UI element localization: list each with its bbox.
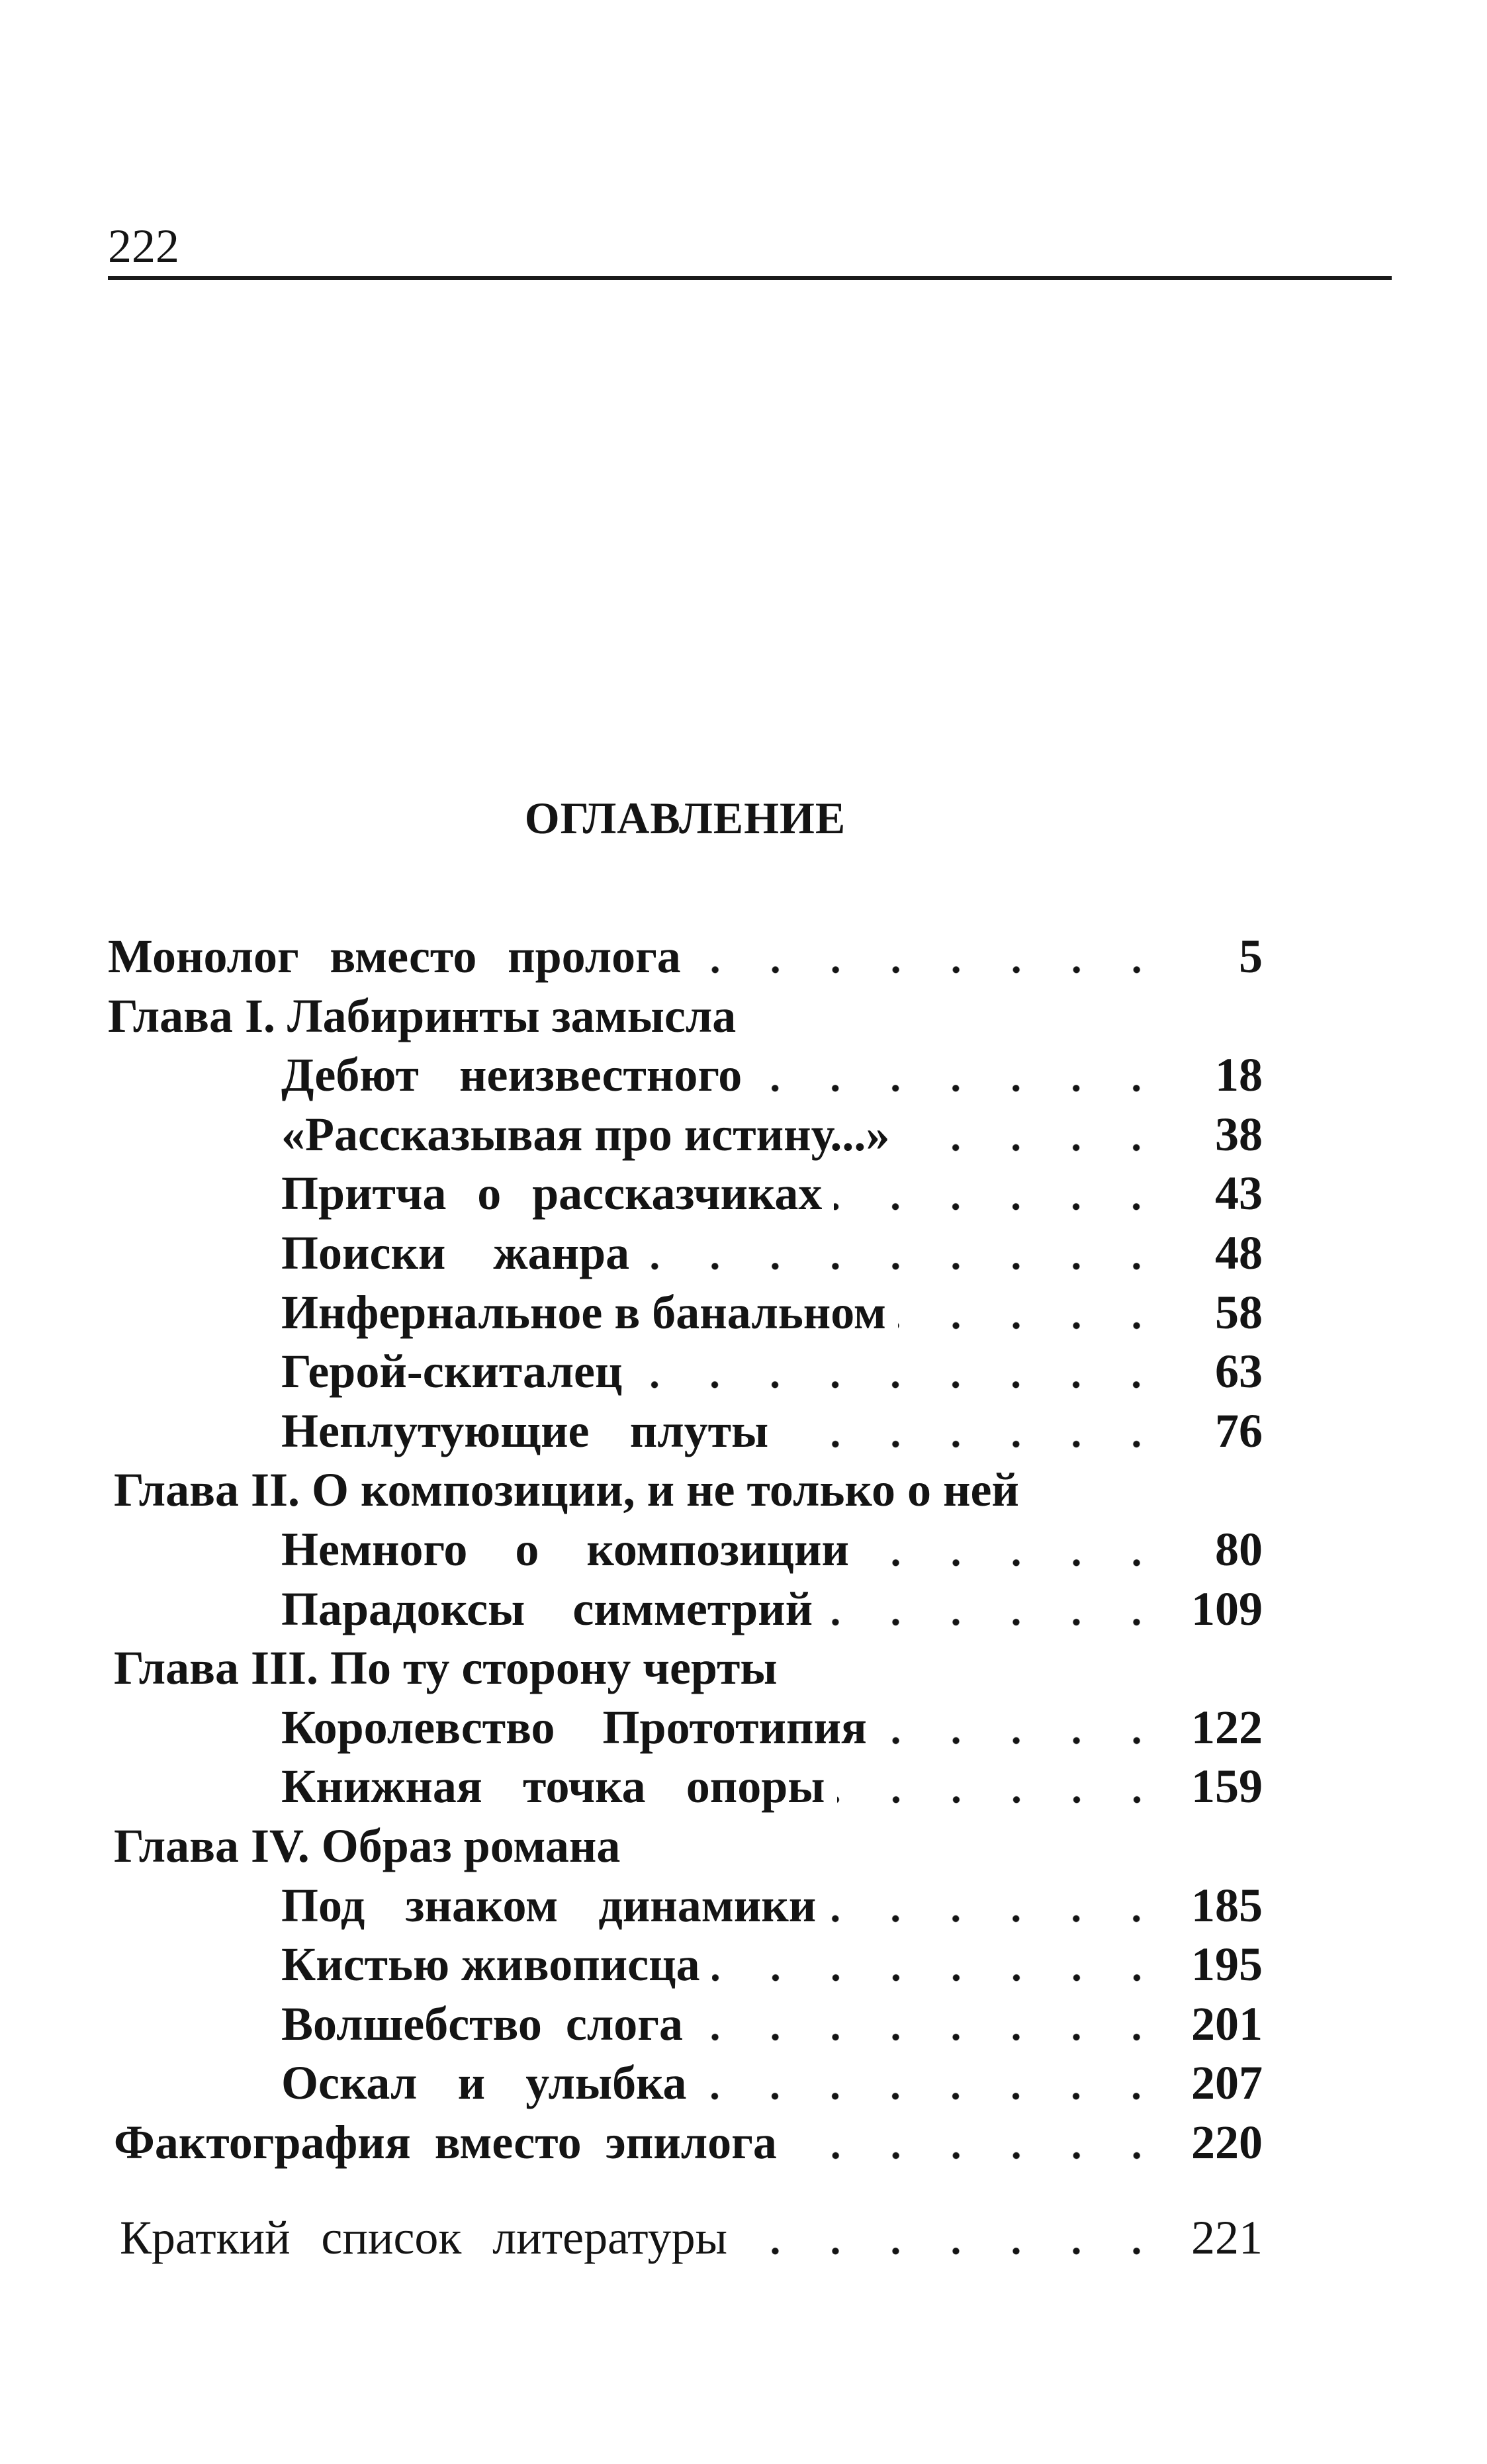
toc-section-entry <box>108 1402 1263 1461</box>
toc-entry-title: Фактография вместо эпилога <box>114 2115 777 2169</box>
toc-section-entry <box>108 1935 1263 1995</box>
toc-page-number: 185 <box>1191 1878 1263 1932</box>
toc-section-title: Дебют неизвестного <box>281 1048 743 1102</box>
toc-section-title: Герой-скиталец <box>281 1345 623 1398</box>
toc-chapter-title: Глава III. По ту сторону черты <box>114 1641 778 1695</box>
toc-section-entry <box>108 1224 1263 1283</box>
dot-leader <box>898 1283 1167 1343</box>
dot-leader <box>825 1580 1167 1639</box>
toc-section-title: Парадоксы симметрий <box>281 1582 813 1635</box>
dot-leader <box>879 1698 1167 1758</box>
dot-leader <box>712 1935 1167 1995</box>
dot-leader <box>641 1224 1167 1283</box>
toc-section-entry <box>108 1520 1263 1580</box>
toc-chapter-group <box>108 1639 1263 1817</box>
toc-section-entry <box>108 2054 1263 2113</box>
toc-page-number: 58 <box>1215 1285 1263 1339</box>
toc-section-title: Волшебство слога <box>281 1997 683 2050</box>
toc-page-number: 63 <box>1215 1345 1263 1398</box>
dot-leader <box>901 1105 1167 1165</box>
toc-page-number: 5 <box>1239 930 1263 983</box>
toc-page-number: 220 <box>1191 2115 1263 2169</box>
dot-leader <box>739 2209 1167 2268</box>
dot-leader <box>789 2113 1167 2173</box>
toc-chapter-group <box>108 987 1263 1461</box>
toc-page-number: 76 <box>1215 1404 1263 1457</box>
toc-section-entry <box>108 1698 1263 1758</box>
toc-page-number: 43 <box>1215 1167 1263 1220</box>
toc-chapter-heading <box>108 1817 1263 1876</box>
toc-entry-title: Краткий список литературы <box>120 2211 728 2265</box>
toc-section-title: Оскал и улыбка <box>281 2056 687 2110</box>
toc-section-title: Притча о рассказчиках <box>281 1167 823 1220</box>
toc-chapter-heading <box>108 987 1263 1046</box>
toc-page-number: 122 <box>1191 1700 1263 1754</box>
toc-section-entry <box>108 1580 1263 1639</box>
toc-section-entry <box>108 1164 1263 1224</box>
toc-section-title: Под знаком динамики <box>281 1878 817 1932</box>
toc-chapter-title: Глава I. Лабиринты замысла <box>108 989 737 1042</box>
dot-leader <box>828 1876 1167 1936</box>
toc-section-title: Инфернальное в банальном <box>281 1285 886 1339</box>
toc-page-number: 18 <box>1215 1048 1263 1102</box>
toc-section-title: Кистью живописца <box>281 1938 700 1991</box>
toc-section-entry <box>108 1876 1263 1936</box>
toc-section-title: Неплутующие плуты <box>281 1404 769 1457</box>
dot-leader <box>695 1995 1167 2054</box>
dot-leader <box>634 1342 1167 1402</box>
toc-section-entry <box>108 1105 1263 1165</box>
toc-page-number: 207 <box>1191 2056 1263 2110</box>
toc-section-entry <box>108 1757 1263 1817</box>
toc-heading: ОГЛАВЛЕНИЕ <box>524 793 846 843</box>
toc-chapter-heading <box>108 1461 1263 1520</box>
toc-section-entry <box>108 1342 1263 1402</box>
toc-section-entry <box>108 1995 1263 2054</box>
toc-chapter-title: Глава IV. Образ романа <box>114 1819 621 1872</box>
toc-section-title: Поиски жанра <box>281 1226 630 1279</box>
toc-page-number: 201 <box>1191 1997 1263 2050</box>
toc-page-number: 221 <box>1191 2211 1263 2265</box>
dot-leader <box>837 1757 1167 1817</box>
toc-page-number: 159 <box>1191 1760 1263 1813</box>
toc-chapter-heading <box>108 1639 1263 1698</box>
toc-page-number: 109 <box>1191 1582 1263 1635</box>
dot-leader <box>780 1402 1167 1461</box>
toc-section-entry <box>108 1046 1263 1105</box>
dot-leader <box>693 927 1167 987</box>
toc-page-number: 48 <box>1215 1226 1263 1279</box>
dot-leader <box>861 1520 1167 1580</box>
dot-leader <box>834 1164 1167 1224</box>
page-number: 222 <box>108 220 179 273</box>
toc-entry <box>108 927 1263 987</box>
toc-chapter-title: Глава II. О композиции, и не только о ней <box>114 1463 1019 1517</box>
dot-leader <box>754 1046 1167 1105</box>
toc-entry <box>108 2113 1263 2173</box>
toc-chapter-group <box>108 1817 1263 2113</box>
table-of-contents <box>108 927 1263 2268</box>
toc-section-title: Немного о композиции <box>281 1522 849 1576</box>
toc-section-title: «Рассказывая про истину...» <box>281 1107 890 1161</box>
dot-leader <box>698 2054 1167 2113</box>
toc-chapter-group <box>108 1461 1263 1639</box>
toc-section-title: Королевство Прототипия <box>281 1700 867 1754</box>
toc-section-entry <box>108 1283 1263 1343</box>
header-rule <box>108 276 1392 280</box>
toc-page-number: 38 <box>1215 1107 1263 1161</box>
toc-entry-title: Монолог вместо пролога <box>108 930 681 983</box>
toc-page-number: 80 <box>1215 1522 1263 1576</box>
toc-entry <box>108 2209 1263 2268</box>
toc-page-number: 195 <box>1191 1938 1263 1991</box>
toc-section-title: Книжная точка опоры <box>281 1760 825 1813</box>
